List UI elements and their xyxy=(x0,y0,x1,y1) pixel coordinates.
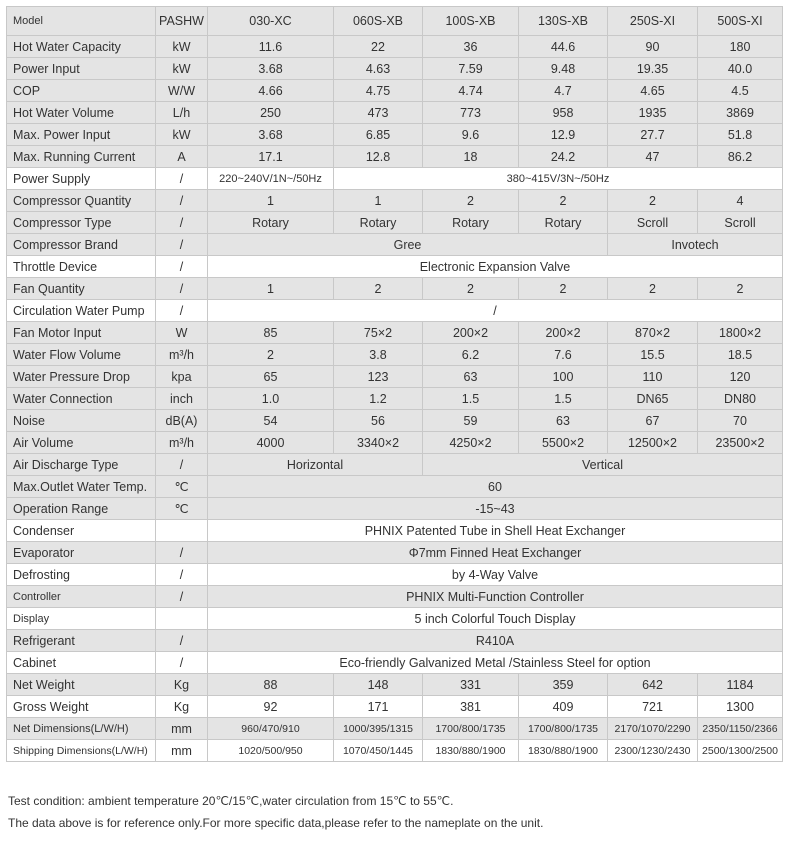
header-label: Model xyxy=(7,7,156,36)
row-value: by 4-Way Valve xyxy=(208,564,783,586)
spec-row-power-input xyxy=(7,58,783,80)
row-value: 7.6 xyxy=(519,344,608,366)
row-value: 2 xyxy=(608,190,698,212)
row-unit: ℃ xyxy=(156,476,208,498)
row-unit: / xyxy=(156,630,208,652)
row-value: 100 xyxy=(519,366,608,388)
row-value: 331 xyxy=(423,674,519,696)
row-value: 2300/1230/2430 xyxy=(608,740,698,762)
row-value: 85 xyxy=(208,322,334,344)
row-label: Hot Water Volume xyxy=(7,102,156,124)
row-label: Water Pressure Drop xyxy=(7,366,156,388)
row-value: 4.66 xyxy=(208,80,334,102)
spec-row-evaporator xyxy=(7,542,783,564)
row-value: 3.68 xyxy=(208,124,334,146)
row-value: Invotech xyxy=(608,234,783,256)
row-unit: / xyxy=(156,256,208,278)
row-value: 92 xyxy=(208,696,334,718)
row-value: 65 xyxy=(208,366,334,388)
row-unit: m³/h xyxy=(156,432,208,454)
row-label: Power Input xyxy=(7,58,156,80)
row-value: 51.8 xyxy=(698,124,783,146)
row-value: 1 xyxy=(334,190,423,212)
row-value: 2 xyxy=(334,278,423,300)
spec-row-water-pressure-drop xyxy=(7,366,783,388)
row-value: 958 xyxy=(519,102,608,124)
row-unit: dB(A) xyxy=(156,410,208,432)
row-value: 4.7 xyxy=(519,80,608,102)
row-value: Scroll xyxy=(698,212,783,234)
row-unit: inch xyxy=(156,388,208,410)
spec-row-compressor-brand xyxy=(7,234,783,256)
spec-row-shipping-dimensions-l-w-h xyxy=(7,740,783,762)
row-unit xyxy=(156,608,208,630)
model-name: 500S-XI xyxy=(698,7,783,36)
spec-row-max-running-current xyxy=(7,146,783,168)
row-unit: / xyxy=(156,168,208,190)
row-value: 88 xyxy=(208,674,334,696)
row-value: 9.48 xyxy=(519,58,608,80)
row-value: 2 xyxy=(208,344,334,366)
row-value: 123 xyxy=(334,366,423,388)
spec-row-power-supply xyxy=(7,168,783,190)
row-value: 4250×2 xyxy=(423,432,519,454)
row-value: 200×2 xyxy=(519,322,608,344)
row-value: Rotary xyxy=(519,212,608,234)
row-value: 27.7 xyxy=(608,124,698,146)
row-unit: / xyxy=(156,234,208,256)
row-value: 12.8 xyxy=(334,146,423,168)
row-value: 110 xyxy=(608,366,698,388)
row-value: 1.5 xyxy=(423,388,519,410)
spec-row-fan-motor-input xyxy=(7,322,783,344)
row-value: 2 xyxy=(698,278,783,300)
row-value: 12.9 xyxy=(519,124,608,146)
row-label: Fan Quantity xyxy=(7,278,156,300)
reference-disclaimer-note: The data above is for reference only.For more specific data,please refer to the nameplate on the unit. xyxy=(8,816,544,830)
row-value: 75×2 xyxy=(334,322,423,344)
row-label: Water Flow Volume xyxy=(7,344,156,366)
row-label: Net Dimensions(L/W/H) xyxy=(7,718,156,740)
row-value: 1020/500/950 xyxy=(208,740,334,762)
row-value: 18.5 xyxy=(698,344,783,366)
row-value: 86.2 xyxy=(698,146,783,168)
spec-row-circulation-water-pump xyxy=(7,300,783,322)
row-value: 17.1 xyxy=(208,146,334,168)
row-value: 1 xyxy=(208,278,334,300)
row-value: DN80 xyxy=(698,388,783,410)
spec-row-fan-quantity xyxy=(7,278,783,300)
row-value: Gree xyxy=(208,234,608,256)
row-label: Max. Running Current xyxy=(7,146,156,168)
spec-row-controller xyxy=(7,586,783,608)
spec-row-hot-water-volume xyxy=(7,102,783,124)
row-value: 1700/800/1735 xyxy=(519,718,608,740)
model-name: 060S-XB xyxy=(334,7,423,36)
row-unit: kW xyxy=(156,58,208,80)
row-value: 171 xyxy=(334,696,423,718)
row-label: Power Supply xyxy=(7,168,156,190)
row-value: Rotary xyxy=(208,212,334,234)
row-value: 1935 xyxy=(608,102,698,124)
row-value: / xyxy=(208,300,783,322)
row-value: 960/470/910 xyxy=(208,718,334,740)
row-unit: / xyxy=(156,586,208,608)
row-value: 54 xyxy=(208,410,334,432)
row-value: Eco-friendly Galvanized Metal /Stainless Steel for option xyxy=(208,652,783,674)
row-label: Controller xyxy=(7,586,156,608)
row-value: 70 xyxy=(698,410,783,432)
row-value: Horizontal xyxy=(208,454,423,476)
header-row xyxy=(7,7,783,36)
model-name: 100S-XB xyxy=(423,7,519,36)
row-value: 642 xyxy=(608,674,698,696)
row-value: R410A xyxy=(208,630,783,652)
row-value: 56 xyxy=(334,410,423,432)
row-value: 2350/1150/2366 xyxy=(698,718,783,740)
row-label: Fan Motor Input xyxy=(7,322,156,344)
row-label: Gross Weight xyxy=(7,696,156,718)
row-label: Water Connection xyxy=(7,388,156,410)
row-value: Vertical xyxy=(423,454,783,476)
row-value: 2 xyxy=(423,190,519,212)
row-value: 2 xyxy=(608,278,698,300)
row-label: Compressor Quantity xyxy=(7,190,156,212)
row-unit: / xyxy=(156,190,208,212)
row-unit: kW xyxy=(156,36,208,58)
row-label: Throttle Device xyxy=(7,256,156,278)
spec-row-compressor-type xyxy=(7,212,783,234)
row-label: Defrosting xyxy=(7,564,156,586)
row-value: 22 xyxy=(334,36,423,58)
header-unit: PASHW xyxy=(156,7,208,36)
row-value: PHNIX Multi-Function Controller xyxy=(208,586,783,608)
spec-row-compressor-quantity xyxy=(7,190,783,212)
spec-row-water-flow-volume xyxy=(7,344,783,366)
spec-table xyxy=(6,6,783,762)
row-value: Rotary xyxy=(423,212,519,234)
row-label: Compressor Brand xyxy=(7,234,156,256)
row-value: 148 xyxy=(334,674,423,696)
row-label: Air Discharge Type xyxy=(7,454,156,476)
row-value: 23500×2 xyxy=(698,432,783,454)
spec-row-defrosting xyxy=(7,564,783,586)
row-unit: / xyxy=(156,278,208,300)
row-value: 2 xyxy=(423,278,519,300)
row-unit: / xyxy=(156,564,208,586)
spec-row-max-outlet-water-temp xyxy=(7,476,783,498)
row-value: 870×2 xyxy=(608,322,698,344)
row-value: 4000 xyxy=(208,432,334,454)
row-value: 3340×2 xyxy=(334,432,423,454)
row-value: 15.5 xyxy=(608,344,698,366)
row-unit: W xyxy=(156,322,208,344)
row-unit: kpa xyxy=(156,366,208,388)
spec-row-operation-range xyxy=(7,498,783,520)
row-value: 200×2 xyxy=(423,322,519,344)
row-value: DN65 xyxy=(608,388,698,410)
row-value: 1.2 xyxy=(334,388,423,410)
row-value: 44.6 xyxy=(519,36,608,58)
row-value: 220~240V/1N~/50Hz xyxy=(208,168,334,190)
row-value: 36 xyxy=(423,36,519,58)
row-label: Refrigerant xyxy=(7,630,156,652)
row-value: 63 xyxy=(519,410,608,432)
spec-row-net-weight xyxy=(7,674,783,696)
spec-row-noise xyxy=(7,410,783,432)
row-label: Max.Outlet Water Temp. xyxy=(7,476,156,498)
row-value: 1.0 xyxy=(208,388,334,410)
row-value: 721 xyxy=(608,696,698,718)
row-unit: Kg xyxy=(156,674,208,696)
row-value: 1800×2 xyxy=(698,322,783,344)
spec-row-throttle-device xyxy=(7,256,783,278)
row-value: 1830/880/1900 xyxy=(519,740,608,762)
row-value: 9.6 xyxy=(423,124,519,146)
spec-row-hot-water-capacity xyxy=(7,36,783,58)
row-value: 2 xyxy=(519,190,608,212)
row-label: Air Volume xyxy=(7,432,156,454)
row-value: 60 xyxy=(208,476,783,498)
row-value: 120 xyxy=(698,366,783,388)
row-value: 67 xyxy=(608,410,698,432)
row-unit: L/h xyxy=(156,102,208,124)
row-value: Rotary xyxy=(334,212,423,234)
row-label: Max. Power Input xyxy=(7,124,156,146)
row-label: Condenser xyxy=(7,520,156,542)
row-value: 24.2 xyxy=(519,146,608,168)
row-label: Hot Water Capacity xyxy=(7,36,156,58)
row-value: 473 xyxy=(334,102,423,124)
row-value: 2 xyxy=(519,278,608,300)
row-value: 5 inch Colorful Touch Display xyxy=(208,608,783,630)
row-value: PHNIX Patented Tube in Shell Heat Exchanger xyxy=(208,520,783,542)
row-unit: kW xyxy=(156,124,208,146)
row-unit: / xyxy=(156,454,208,476)
spec-row-condenser xyxy=(7,520,783,542)
spec-row-max-power-input xyxy=(7,124,783,146)
row-label: Circulation Water Pump xyxy=(7,300,156,322)
row-value: 3.8 xyxy=(334,344,423,366)
row-value: 7.59 xyxy=(423,58,519,80)
row-value: 4 xyxy=(698,190,783,212)
row-value: 1 xyxy=(208,190,334,212)
row-unit: A xyxy=(156,146,208,168)
row-label: Cabinet xyxy=(7,652,156,674)
model-name: 250S-XI xyxy=(608,7,698,36)
row-value: 1.5 xyxy=(519,388,608,410)
row-unit: / xyxy=(156,542,208,564)
spec-row-refrigerant xyxy=(7,630,783,652)
row-value: Φ7mm Finned Heat Exchanger xyxy=(208,542,783,564)
spec-row-air-discharge-type xyxy=(7,454,783,476)
row-label: Compressor Type xyxy=(7,212,156,234)
row-value: 11.6 xyxy=(208,36,334,58)
model-name: 130S-XB xyxy=(519,7,608,36)
row-value: 1184 xyxy=(698,674,783,696)
row-value: 90 xyxy=(608,36,698,58)
spec-row-water-connection xyxy=(7,388,783,410)
row-value: 12500×2 xyxy=(608,432,698,454)
row-unit: Kg xyxy=(156,696,208,718)
row-unit: / xyxy=(156,300,208,322)
row-label: Evaporator xyxy=(7,542,156,564)
row-value: 380~415V/3N~/50Hz xyxy=(334,168,783,190)
row-value: 18 xyxy=(423,146,519,168)
row-label: Display xyxy=(7,608,156,630)
row-value: 47 xyxy=(608,146,698,168)
row-unit: W/W xyxy=(156,80,208,102)
model-name: 030-XC xyxy=(208,7,334,36)
spec-row-net-dimensions-l-w-h xyxy=(7,718,783,740)
row-value: 6.2 xyxy=(423,344,519,366)
row-unit: / xyxy=(156,652,208,674)
row-value: 409 xyxy=(519,696,608,718)
row-label: Net Weight xyxy=(7,674,156,696)
row-value: 4.63 xyxy=(334,58,423,80)
row-value: 359 xyxy=(519,674,608,696)
row-value: 1700/800/1735 xyxy=(423,718,519,740)
row-value: 4.65 xyxy=(608,80,698,102)
row-unit xyxy=(156,520,208,542)
row-unit: m³/h xyxy=(156,344,208,366)
row-value: 1830/880/1900 xyxy=(423,740,519,762)
row-value: 381 xyxy=(423,696,519,718)
row-value: 1070/450/1445 xyxy=(334,740,423,762)
row-label: Operation Range xyxy=(7,498,156,520)
row-label: Shipping Dimensions(L/W/H) xyxy=(7,740,156,762)
row-value: 5500×2 xyxy=(519,432,608,454)
row-value: 4.74 xyxy=(423,80,519,102)
test-condition-note: Test condition: ambient temperature 20℃/15℃,water circulation from 15℃ to 55℃. xyxy=(8,794,454,808)
row-value: Electronic Expansion Valve xyxy=(208,256,783,278)
row-value: 2170/1070/2290 xyxy=(608,718,698,740)
row-value: 250 xyxy=(208,102,334,124)
spec-row-cabinet xyxy=(7,652,783,674)
spec-row-cop xyxy=(7,80,783,102)
row-unit: / xyxy=(156,212,208,234)
row-value: 2500/1300/2500 xyxy=(698,740,783,762)
row-unit: mm xyxy=(156,718,208,740)
row-value: 1000/395/1315 xyxy=(334,718,423,740)
row-value: 3.68 xyxy=(208,58,334,80)
row-value: -15~43 xyxy=(208,498,783,520)
row-value: 180 xyxy=(698,36,783,58)
row-value: 4.5 xyxy=(698,80,783,102)
row-value: 4.75 xyxy=(334,80,423,102)
row-value: Scroll xyxy=(608,212,698,234)
spec-row-display xyxy=(7,608,783,630)
row-value: 3869 xyxy=(698,102,783,124)
row-unit: ℃ xyxy=(156,498,208,520)
row-value: 40.0 xyxy=(698,58,783,80)
row-value: 6.85 xyxy=(334,124,423,146)
spec-row-gross-weight xyxy=(7,696,783,718)
row-value: 1300 xyxy=(698,696,783,718)
row-value: 63 xyxy=(423,366,519,388)
row-unit: mm xyxy=(156,740,208,762)
row-value: 59 xyxy=(423,410,519,432)
row-value: 19.35 xyxy=(608,58,698,80)
row-label: Noise xyxy=(7,410,156,432)
row-value: 773 xyxy=(423,102,519,124)
spec-row-air-volume xyxy=(7,432,783,454)
row-label: COP xyxy=(7,80,156,102)
